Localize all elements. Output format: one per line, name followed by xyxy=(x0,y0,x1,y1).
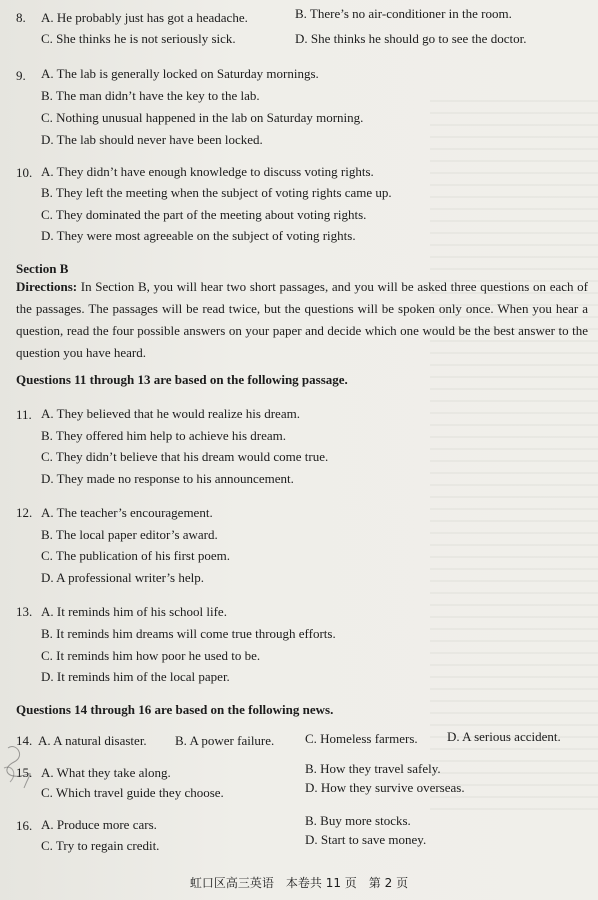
option-b: B. There’s no air-conditioner in the room. xyxy=(295,6,512,21)
option-c: C. Try to regain credit. xyxy=(41,838,160,853)
question-number: 15. xyxy=(16,765,33,780)
option-d: D. They made no response to his announcement. xyxy=(41,471,294,486)
option-b: B. A power failure. xyxy=(175,733,275,748)
option-d: D. They were most agreeable on the subject of voting rights. xyxy=(41,228,356,243)
option-c: C. They dominated the part of the meeting about voting rights. xyxy=(41,207,367,222)
bleed-through-text xyxy=(430,90,598,810)
option-d: D. How they survive overseas. xyxy=(305,780,465,795)
option-c: C. Nothing unusual happened in the lab on Saturday morning. xyxy=(41,110,364,125)
option-d: D. It reminds him of the local paper. xyxy=(41,669,230,684)
option-c: C. Which travel guide they choose. xyxy=(41,785,224,800)
option-a: A. A natural disaster. xyxy=(38,733,147,748)
option-a: A. What they take along. xyxy=(41,765,171,780)
question-number: 12. xyxy=(16,505,33,520)
option-b: B. They left the meeting when the subject of voting rights came up. xyxy=(41,185,392,200)
directions-text: In Section B, you will hear two short passages, and you will be asked three questions on each of the passages. The passages will be read twice, but the questions will be spoken only once. When you hear a question, read the four possible answers on your paper and decide which one would be the best answer to the question you have heard. xyxy=(16,279,588,360)
question-number: 16. xyxy=(16,818,33,833)
option-d: D. Start to save money. xyxy=(305,832,427,847)
option-a: A. Produce more cars. xyxy=(41,817,157,832)
option-b: B. How they travel safely. xyxy=(305,761,441,776)
option-a: A. He probably just has got a headache. xyxy=(41,10,248,25)
option-b: B. Buy more stocks. xyxy=(305,813,411,828)
option-b: B. The local paper editor’s award. xyxy=(41,527,218,542)
option-d: D. The lab should never have been locked. xyxy=(41,132,263,147)
news-heading: Questions 14 through 16 are based on the following news. xyxy=(16,702,334,717)
question-number: 11. xyxy=(16,407,32,422)
section-heading: Section B xyxy=(16,261,69,276)
passage-heading: Questions 11 through 13 are based on the following passage. xyxy=(16,372,348,387)
option-c: C. Homeless farmers. xyxy=(305,731,418,746)
page-footer: 虹口区高三英语 本卷共 11 页 第 2 页 xyxy=(189,876,409,890)
question-number: 8. xyxy=(16,10,26,25)
option-a: A. They didn’t have enough knowledge to discuss voting rights. xyxy=(41,164,374,179)
section-directions xyxy=(16,276,588,364)
option-c: C. They didn’t believe that his dream would come true. xyxy=(41,449,329,464)
option-c: C. It reminds him how poor he used to be. xyxy=(41,648,261,663)
question-number: 14. xyxy=(16,733,33,748)
option-b: B. They offered him help to achieve his dream. xyxy=(41,428,287,443)
option-d: D. A serious accident. xyxy=(447,729,561,744)
option-a: A. The lab is generally locked on Saturday mornings. xyxy=(41,66,319,81)
option-d: D. She thinks he should go to see the doctor. xyxy=(295,31,527,46)
question-number: 9. xyxy=(16,68,26,83)
option-a: A. It reminds him of his school life. xyxy=(41,604,227,619)
option-c: C. She thinks he is not seriously sick. xyxy=(41,31,236,46)
option-a: A. They believed that he would realize his dream. xyxy=(41,406,300,421)
option-b: B. The man didn’t have the key to the lab. xyxy=(41,88,260,103)
option-b: B. It reminds him dreams will come true through efforts. xyxy=(41,626,336,641)
question-number: 10. xyxy=(16,165,33,180)
option-d: D. A professional writer’s help. xyxy=(41,570,204,585)
option-a: A. The teacher’s encouragement. xyxy=(41,505,213,520)
question-number: 13. xyxy=(16,604,33,619)
option-c: C. The publication of his first poem. xyxy=(41,548,230,563)
directions-label: Directions: xyxy=(16,279,78,294)
pencil-scribble-icon xyxy=(2,738,52,798)
